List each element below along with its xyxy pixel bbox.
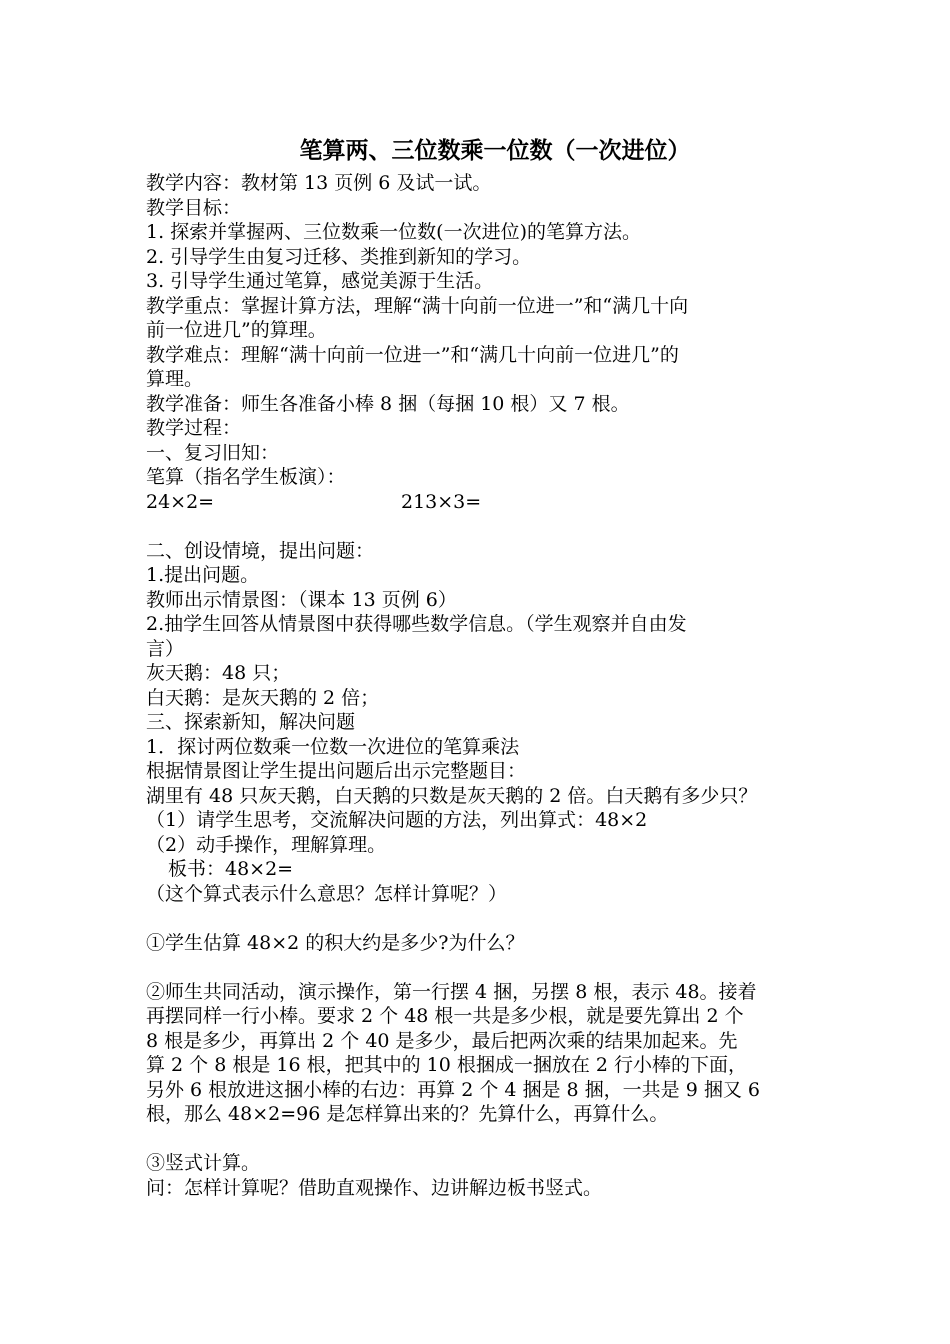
text-line: 笔算（指名学生板演）： (146, 466, 346, 488)
text-line: 二、创设情境，提出问题： (146, 539, 375, 562)
text-line: 2.抽学生回答从情景图中获得哪些数学信息。（学生观察并自由发 (146, 613, 687, 635)
text-line: 前一位进几”的算理。 (146, 319, 327, 341)
text-line: 教学内容：教材第 13 页例 6 及试一试。 (146, 172, 492, 194)
text-line: 2. 引导学生由复习迁移、类推到新知的学习。 (146, 245, 532, 268)
text-line: 一、复习旧知： (146, 441, 280, 464)
text-line: 1. 探索并掌握两、三位数乘一位数(一次进位)的笔算方法。 (146, 221, 641, 243)
step-3-line: ③竖式计算。 (146, 1152, 261, 1174)
text-line: 3. 引导学生通过笔算，感觉美源于生活。 (146, 270, 494, 292)
text-line: 三、探索新知，解决问题 (146, 711, 356, 733)
page-title: 笔算两、三位数乘一位数（一次进位） (299, 137, 691, 164)
text-line: 教学准备：师生各准备小棒 8 捆（每捆 10 根）又 7 根。 (146, 392, 630, 415)
blank-line (146, 906, 846, 931)
blank-line (146, 955, 846, 980)
step-2-line: 根，那么 48×2=96 是怎样算出来的？先算什么，再算什么。 (146, 1103, 669, 1125)
blank-line (146, 514, 846, 539)
text-line: 灰天鹅：48 只； (146, 662, 291, 684)
step-2-line: 另外 6 根放进这捆小棒的右边：再算 2 个 4 捆是 8 捆，一共是 9 捆又 6 (146, 1078, 760, 1101)
text-line: 教学目标： (146, 196, 242, 219)
step-3-line: 问：怎样计算呢？借助直观操作、边讲解边板书竖式。 (146, 1176, 603, 1199)
text-line: 1.提出问题。 (146, 564, 260, 586)
text-line: 教学重点：掌握计算方法，理解“满十向前一位进一”和“满几十向 (146, 294, 689, 317)
review-equations (146, 490, 846, 515)
text-line: 教师出示情景图：（课本 13 页例 6） (146, 588, 457, 611)
step-2-line: 再摆同样一行小棒。要求 2 个 48 根一共是多少根，就是要先算出 2 个 (146, 1005, 744, 1027)
blank-line (146, 1127, 846, 1152)
text-line: 1．探讨两位数乘一位数一次进位的笔算乘法 (146, 735, 520, 758)
text-line: 湖里有 48 只灰天鹅，白天鹅的只数是灰天鹅的 2 倍。白天鹅有多少只？ (146, 784, 758, 807)
text-line: 教学过程： (146, 417, 242, 439)
text-line: （2）动手操作，理解算理。 (146, 833, 387, 856)
text-line: 根据情景图让学生提出问题后出示完整题目： (146, 760, 527, 782)
text-line: 教学难点：理解“满十向前一位进一”和“满几十向前一位进几”的 (146, 343, 679, 366)
step-2-line: 8 根是多少，再算出 2 个 40 是多少，最后把两次乘的结果加起来。先 (146, 1029, 738, 1052)
text-line: 言） (146, 637, 185, 660)
review-equation-1: 24×2= (146, 490, 215, 513)
text-line: （1）请学生思考，交流解决问题的方法，列出算式：48×2 (146, 809, 648, 831)
document-page (146, 131, 846, 1200)
review-equation-2: 213×3= (401, 490, 482, 513)
text-line: 白天鹅：是灰天鹅的 2 倍； (146, 686, 380, 709)
board-equation: 板书：48×2= (168, 858, 294, 880)
step-2-line: ②师生共同活动，演示操作，第一行摆 4 捆，另摆 8 根，表示 48。接着 (146, 980, 757, 1003)
step-1: ①学生估算 48×2 的积大约是多少?为什么？ (146, 931, 525, 954)
text-line: 算理。 (146, 368, 204, 390)
question-line: （这个算式表示什么意思？怎样计算呢？） (146, 882, 508, 905)
step-2-line: 算 2 个 8 根是 16 根，把其中的 10 根捆成一捆放在 2 行小棒的下面， (146, 1054, 748, 1076)
